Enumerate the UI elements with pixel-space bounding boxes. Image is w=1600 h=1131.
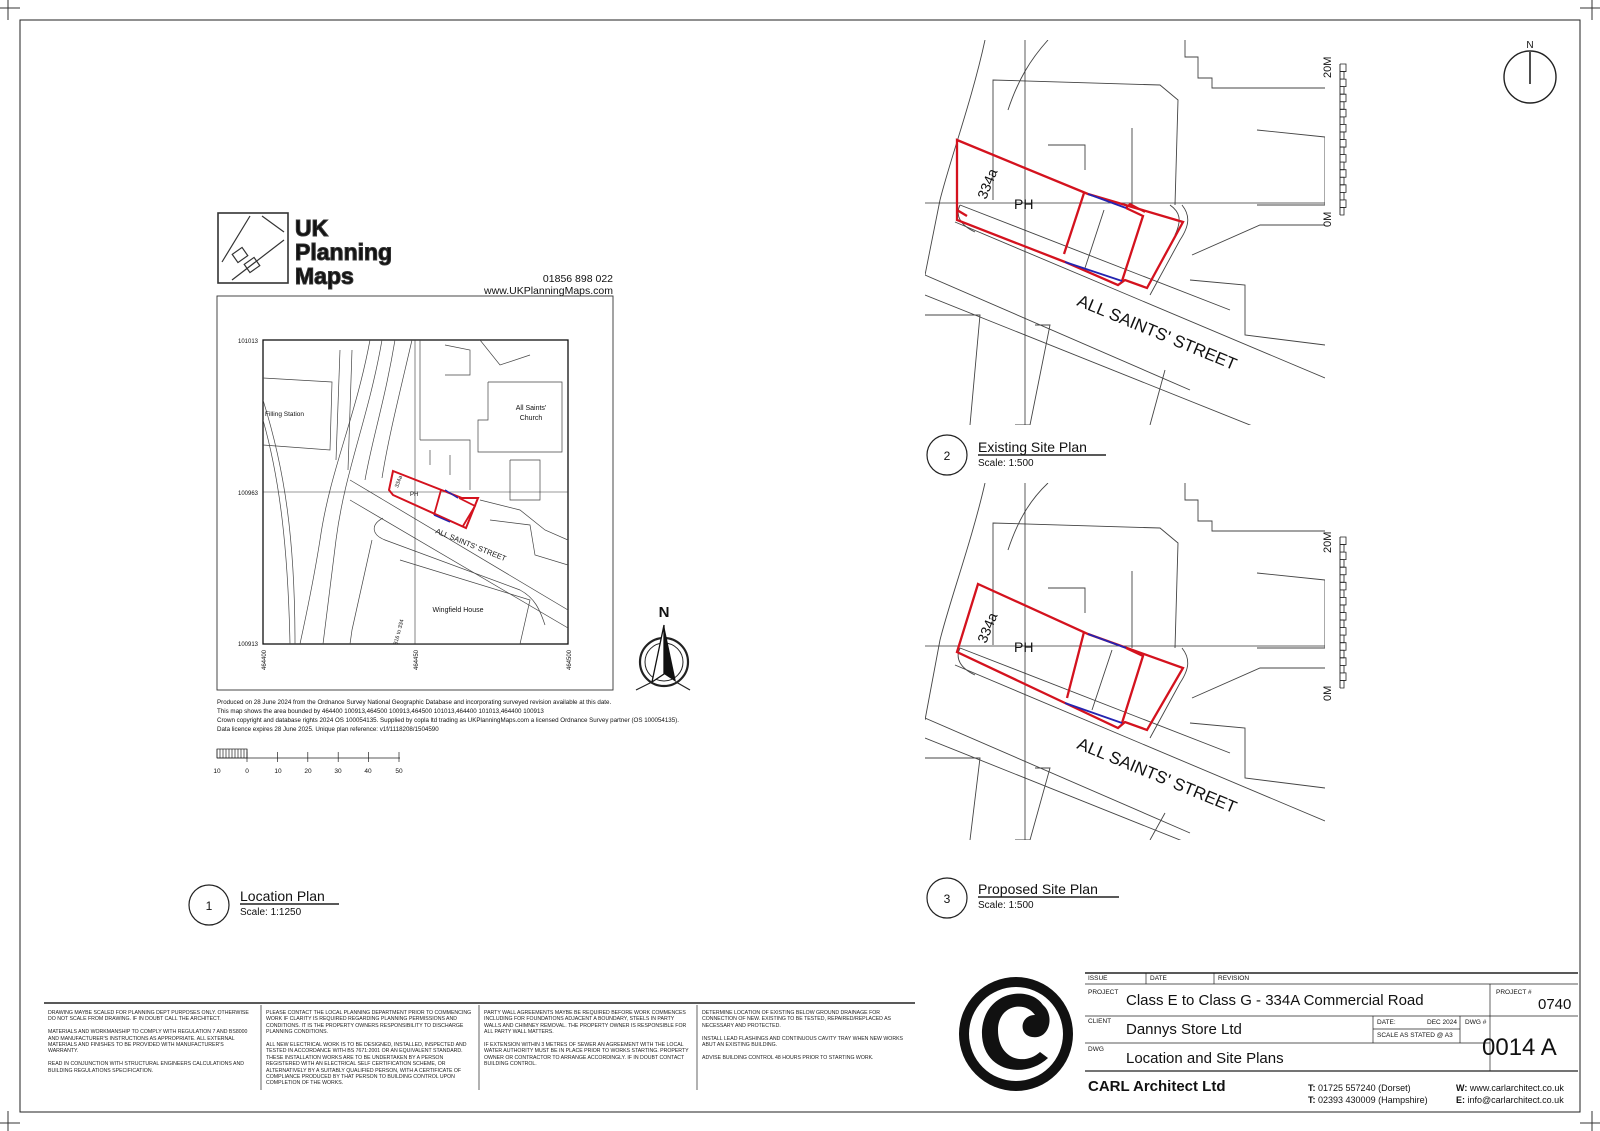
os-note: Produced on 28 June 2024 from the Ordnance Survey National Geographic Database and incorporating surveyed revision available at this date. xyxy=(217,699,612,706)
location-scale-bar xyxy=(213,749,403,775)
tb-dwg-no-label: DWG # xyxy=(1465,1019,1487,1026)
easting-label: 464450 xyxy=(414,649,420,670)
general-note-column: PARTY WALL AGREEMENTS MAYBE BE REQUIRED BEFORE WORK COMMENCES INCLUDING FOR FOUNDATIONS ADJACENT A BOUNDARY, STEELS IN PARTY WALLS AND CHIMNEY REMOVAL. THE PROPERTY OWNER IS RESPONSIBLE FOR ALL PARTY WALL MATTERS. IF EXTENSION WITHIN 3 METRES OF SEWER AN AGREEMENT WITH THE LOCAL WATER AUTHORITY MUST BE IN PLACE PRIOR TO WORKS STARTING. PROPERTY OWNER OR CONTRACTOR TO ARRANGE ACCORDINGLY. IF IN DOUBT CONTACT BUILDING CONTROL. xyxy=(484,1010,689,1068)
loc-label-church-2: Church xyxy=(519,415,543,422)
site2-scale-bar xyxy=(1322,57,1346,227)
tb-phone-label: T: xyxy=(1308,1095,1316,1105)
drawing-title-location-plan xyxy=(189,885,339,925)
location-map xyxy=(238,339,573,670)
contact-phone: 01856 898 022 xyxy=(542,273,613,285)
logo-line-2: Planning xyxy=(295,239,393,265)
tb-project-no-label: PROJECT # xyxy=(1496,989,1532,996)
site3-scale-bottom: 0M xyxy=(1322,685,1334,701)
northing-label: 100963 xyxy=(238,491,259,497)
drawing-scale: Scale: 1:1250 xyxy=(240,907,302,918)
tb-project-no: 0740 xyxy=(1538,996,1572,1013)
site2-ph-label: PH xyxy=(1014,196,1034,212)
existing-site-plan xyxy=(925,40,1346,455)
loc-label-ph: PH xyxy=(410,492,419,498)
site2-scale-top: 20M xyxy=(1322,56,1334,78)
tb-project: Class E to Class G - 334A Commercial Road xyxy=(1126,992,1424,1009)
site3-street-label: ALL SAINTS' STREET xyxy=(1074,734,1240,818)
logo-line-1: UK xyxy=(295,215,329,241)
drawing-number: 1 xyxy=(205,899,213,913)
os-note: This map shows the area bounded by 464400 100913,464500 100913,464500 101013,464400 101013,464400 100913 xyxy=(217,708,544,715)
location-north-arrow xyxy=(636,604,690,690)
drawing-title-proposed-site-plan xyxy=(927,878,1119,918)
logo-line-3: Maps xyxy=(295,263,354,289)
tb-dwg-no: 0014 A xyxy=(1482,1034,1557,1061)
northing-label: 100913 xyxy=(238,642,259,648)
scale-bar-label: 30 xyxy=(334,768,342,775)
loc-label-unit: 334a xyxy=(394,475,405,489)
drawing-title: Location Plan xyxy=(240,888,325,904)
tb-date-label: DATE xyxy=(1150,975,1167,982)
drawing-number: 3 xyxy=(943,892,951,906)
general-note-column: PLEASE CONTACT THE LOCAL PLANNING DEPARTMENT PRIOR TO COMMENCING WORK IF CLARITY IS REQUIRED REGARDING PLANNING PERMISSIONS AND CONDITIONS. IT IS THE PROPERTY OWNERS RESPONSIBILITY TO DISCHARGE PLANNING CONDITIONS. ALL NEW ELECTRICAL WORK IS TO BE DESIGNED, INSTALLED, INSPECTED AND TESTED IN ACCORDANCE WITH BS 7671:2001 OR AN EQUIVALENT STANDARD. THESE INSTALLATION WORKS ARE TO BE UNDERTAKEN BY A PERSON REGISTERED WITH AN ELECTRICAL SELF CERTIFICATION SCHEME, OR ALTERNATIVELY BY A SUITABLY QUALIFIED PERSON, WITH A CERTIFICATE OF COMPLIANCE PRODUCED BY THAT PERSON TO BUILDING CONTROL UPON COMPLETION OF THE WORKS. xyxy=(266,1010,472,1087)
tb-email[interactable]: info@carlarchitect.co.uk xyxy=(1467,1095,1564,1105)
northing-label: 101013 xyxy=(238,339,259,345)
tb-phone-1: 01725 557240 (Dorset) xyxy=(1318,1083,1411,1093)
drawing-title-existing-site-plan xyxy=(927,435,1106,475)
tb-web-line xyxy=(1456,1083,1564,1093)
tb-phone-label: T: xyxy=(1308,1083,1316,1093)
loc-label-wingfield: Wingfield House xyxy=(432,607,484,614)
drawing-scale: Scale: 1:500 xyxy=(978,458,1034,469)
easting-label: 464500 xyxy=(567,649,573,670)
location-north-label: N xyxy=(658,604,670,621)
tb-email-line xyxy=(1456,1095,1564,1105)
easting-label: 464400 xyxy=(262,649,268,670)
site2-unit-label: 334a xyxy=(973,166,1001,202)
tb-web-label: W: xyxy=(1456,1083,1468,1093)
drawing-title: Proposed Site Plan xyxy=(978,881,1098,897)
tb-client: Dannys Store Ltd xyxy=(1126,1021,1242,1038)
os-note: Crown copyright and database rights 2024 OS 100054135. Supplied by copla ltd trading as UKPlanningMaps.com a licensed Ordnance Survey partner (OS 100054135). xyxy=(217,717,679,724)
sheet-north-arrow xyxy=(1504,40,1556,103)
tb-dwg-label: DWG xyxy=(1088,1046,1104,1053)
loc-label-filling-station: Filling Station xyxy=(265,411,305,418)
tb-date: DEC 2024 xyxy=(1427,1019,1457,1026)
tb-dwg: Location and Site Plans xyxy=(1126,1050,1284,1067)
drawing-title: Existing Site Plan xyxy=(978,439,1087,455)
site3-scale-top: 20M xyxy=(1322,531,1334,553)
scale-bar-label: 0 xyxy=(245,768,249,775)
loc-label-range: 316 to 334 xyxy=(393,618,406,646)
scale-bar-label: 20 xyxy=(304,768,312,775)
scale-bar-label: 40 xyxy=(364,768,372,775)
sheet-border xyxy=(20,20,1580,1112)
tb-phone-2: 02393 430009 (Hampshire) xyxy=(1318,1095,1428,1105)
general-note-column: DRAWING MAYBE SCALED FOR PLANNING DEPT PURPOSES ONLY. OTHERWISE DO NOT SCALE FROM DRAWING. IF IN DOUBT CALL THE ARCHITECT. MATERIALS AND WORKMANSHIP TO COMPLY WITH REGULATION 7 AND BS8000 AND MANUFACTURER'S INSTRUCTIONS AS APPROPRIATE. ALL EXTERNAL MATERIALS AND FINISHES TO BE PROVIDED WITH MANUFACTURER'S WARRANTY. READ IN CONJUNCTION WITH STRUCTURAL ENGINEERS CALCULATIONS AND BUILDING REGULATIONS SPECIFICATION. xyxy=(48,1010,249,1074)
tb-issue-label: ISSUE xyxy=(1088,975,1108,982)
site3-scale-bar xyxy=(1322,532,1346,701)
scale-bar-label: 10 xyxy=(213,768,221,775)
tb-revision-label: REVISION xyxy=(1218,975,1250,982)
sheet-north-label: N xyxy=(1526,40,1534,51)
os-note: Data licence expires 28 June 2025. Unique plan reference: v1f/1118208/1504590 xyxy=(217,726,439,733)
loc-label-church-1: All Saints' xyxy=(515,405,547,412)
site3-unit-label: 334a xyxy=(973,610,1001,646)
drawing-number: 2 xyxy=(943,449,951,463)
site3-ph-label: PH xyxy=(1014,639,1034,655)
loc-label-street: ALL SAINTS' STREET xyxy=(434,526,508,564)
tb-company: CARL Architect Ltd xyxy=(1088,1078,1226,1095)
carl-architect-logo xyxy=(959,977,1073,1091)
scale-bar-label: 50 xyxy=(395,768,403,775)
tb-project-label: PROJECT xyxy=(1088,989,1119,996)
general-note-column: DETERMINE LOCATION OF EXISTING BELOW GROUND DRAINAGE FOR CONNECTION OF NEW. EXISTING TO BE TESTED, REPAIRED/REPLACED AS NECESSARY AND PROTECTED. INSTALL LEAD FLASHINGS AND CONTINUOUS CAVITY TRAY WHEN NEW WORKS ABUT AN EXISTING BUILDING. ADVISE BUILDING CONTROL 48 HOURS PRIOR TO STARTING WORK. xyxy=(702,1010,903,1061)
tb-phone-line-1 xyxy=(1308,1083,1411,1093)
site2-scale-bottom: 0M xyxy=(1322,211,1334,227)
uk-planning-maps-logo xyxy=(218,213,392,289)
proposed-site-plan xyxy=(925,483,1346,898)
tb-phone-line-2 xyxy=(1308,1095,1428,1105)
tb-web[interactable]: www.carlarchitect.co.uk xyxy=(1469,1083,1564,1093)
tb-client-label: CLIENT xyxy=(1088,1018,1112,1025)
contact-url: www.UKPlanningMaps.com xyxy=(484,285,613,297)
tb-date-header: DATE: xyxy=(1377,1019,1396,1026)
site2-street-label: ALL SAINTS' STREET xyxy=(1074,291,1240,375)
drawing-scale: Scale: 1:500 xyxy=(978,900,1034,911)
tb-email-label: E: xyxy=(1456,1095,1465,1105)
scale-bar-label: 10 xyxy=(274,768,282,775)
tb-scale: SCALE AS STATED @ A3 xyxy=(1377,1032,1453,1039)
